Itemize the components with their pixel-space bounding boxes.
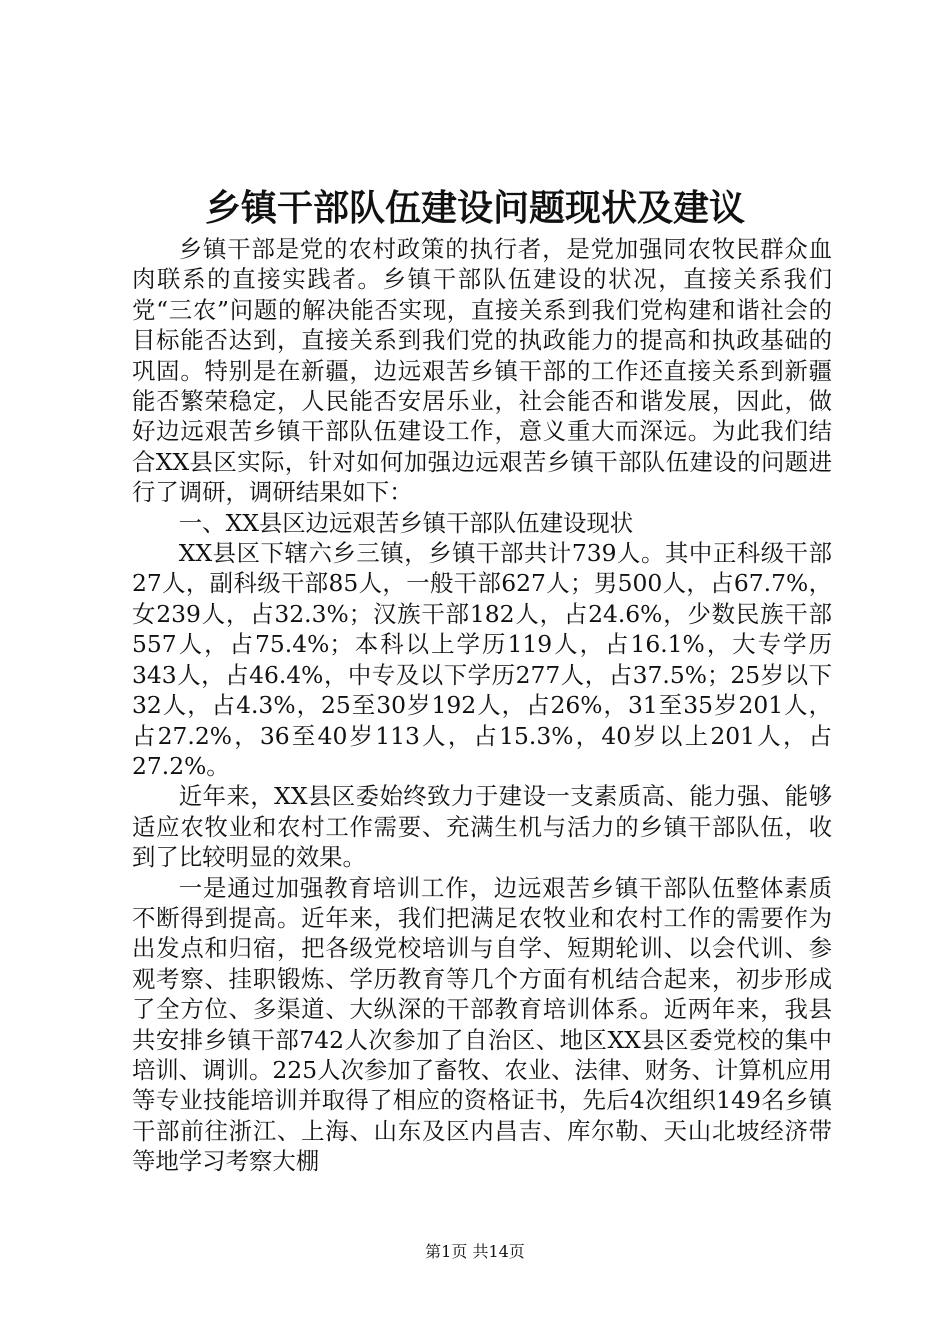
section-heading-1: 一、XX县区边远艰苦乡镇干部队伍建设现状 [178,508,634,537]
paragraph-training: 一是通过加强教育培训工作，边远艰苦乡镇干部队伍整体素质不断得到提高。近年来，我们把满足农牧业和农村工作的需要作为出发点和归宿，把各级党校培训与自学、短期轮训、以会代训、参观考察、挂职锻炼、学历教育等几个方面有机结合起来，初步形成了全方位、多渠道、大纵深的干部教育培训体系。近两年来，我县共安排乡镇干部742人次参加了自治区、地区XX县区委党校的集中培训、调训。225人次参加了畜牧、农业、法律、财务、计算机应用等专业技能培训并取得了相应的资格证书，先后4次组织149名乡镇干部前往浙江、上海、山东及区内昌吉、库尔勒、天山北坡经济带等地学习考察大棚 [132,873,832,1176]
paragraph-recent-years: 近年来，XX县区委始终致力于建设一支素质高、能力强、能够适应农牧业和农村工作需要、充满生机与活力的乡镇干部队伍，收到了比较明显的效果。 [132,782,832,872]
document-title: 乡镇干部队伍建设问题现状及建议 [204,187,745,229]
document-body [132,234,832,1177]
page-number-footer: 第1页 共14页 [425,1242,525,1261]
paragraph-intro: 乡镇干部是党的农村政策的执行者，是党加强同农牧民群众血肉联系的直接实践者。乡镇干部队伍建设的状况，直接关系我们党“三农”问题的解决能否实现，直接关系到我们党构建和谐社会的目标能否达到，直接关系到我们党的执政能力的提高和执政基础的巩固。特别是在新疆，边远艰苦乡镇干部的工作还直接关系到新疆能否繁荣稳定，人民能否安居乐业，社会能否和谐发展，因此，做好边远艰苦乡镇干部队伍建设工作，意义重大而深远。为此我们结合XX县区实际，针对如何加强边远艰苦乡镇干部队伍建设的问题进行了调研，调研结果如下： [132,235,832,507]
paragraph-statistics: XX县区下辖六乡三镇，乡镇干部共计739人。其中正科级干部27人，副科级干部85人，一般干部627人；男500人，占67.7%，女239人，占32.3%；汉族干部182人，占24.6%，少数民族干部557人，占75.4%；本科以上学历119人，占16.1%，大专学历343人，占46.4%，中专及以下学历277人，占37.5%；25岁以下32人，占4.3%，25至30岁192人，占26%，31至35岁201人，占27.2%，36至40岁113人，占15.3%，40岁以上201人，占27.2%。 [132,539,832,780]
